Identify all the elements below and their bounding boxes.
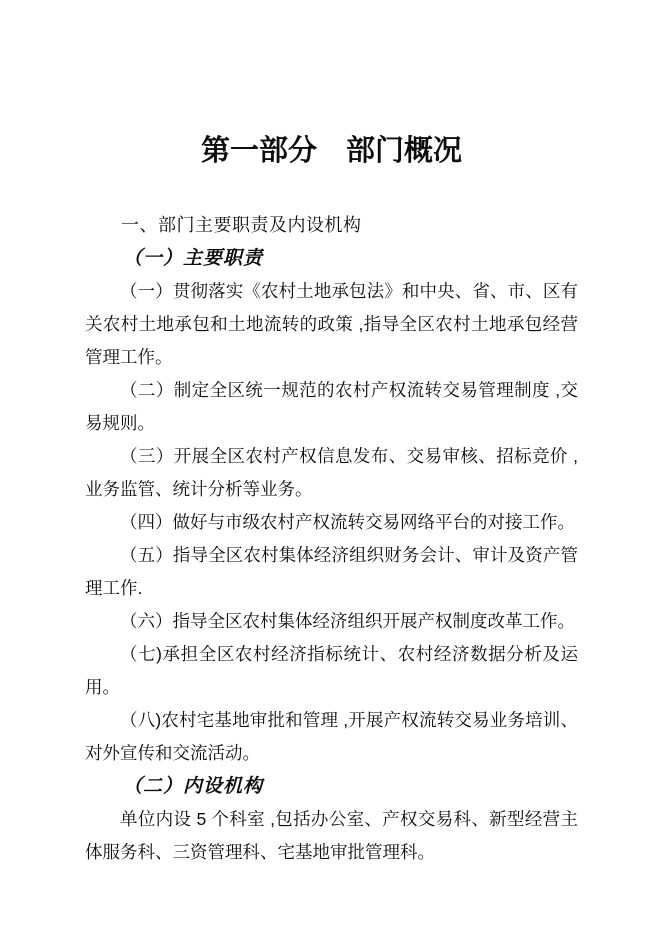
paragraph-duty-6: （六）指导全区农村集体经济组织开展产权制度改革工作。 — [120, 611, 575, 631]
paragraph-duty-3: （三）开展全区农村产权信息发布、交易审核、招标竞价 ,业务监管、统计分析等业务。 — [85, 446, 578, 499]
subheading-internal-org: （二）内设机构 — [123, 776, 264, 797]
page-title: 第一部分 部门概况 — [200, 135, 462, 167]
paragraph-duty-4: （四）做好与市级农村产权流转交易网络平台的对接工作。 — [120, 512, 575, 532]
paragraph-duty-8: （八)农村宅基地审批和管理 ,开展产权流转交易业务培训、对外宣传和交流活动。 — [85, 710, 578, 763]
paragraph-duty-2: （二）制定全区统一规范的农村产权流转交易管理制度 ,交易规则。 — [85, 380, 578, 433]
document-body — [85, 209, 578, 869]
paragraph-duty-1: （一）贯彻落实《农村土地承包法》和中央、省、市、区有关农村土地承包和土地流转的政策 ,指导全区农村土地承包经营管理工作。 — [85, 281, 578, 367]
paragraph-duty-5: （五）指导全区农村集体经济组织财务会计、审计及资产管理工作. — [85, 545, 578, 598]
paragraph-internal-org: 单位内设 5 个科室 ,包括办公室、产权交易科、新型经营主体服务科、三资管理科、宅基地审批管理科。 — [85, 809, 578, 862]
subheading-main-duties: （一）主要职责 — [123, 248, 264, 269]
section-heading-duties-and-org: 一、部门主要职责及内设机构 — [121, 215, 362, 235]
paragraph-duty-7: （七)承担全区农村经济指标统计、农村经济数据分析及运用。 — [85, 644, 578, 697]
